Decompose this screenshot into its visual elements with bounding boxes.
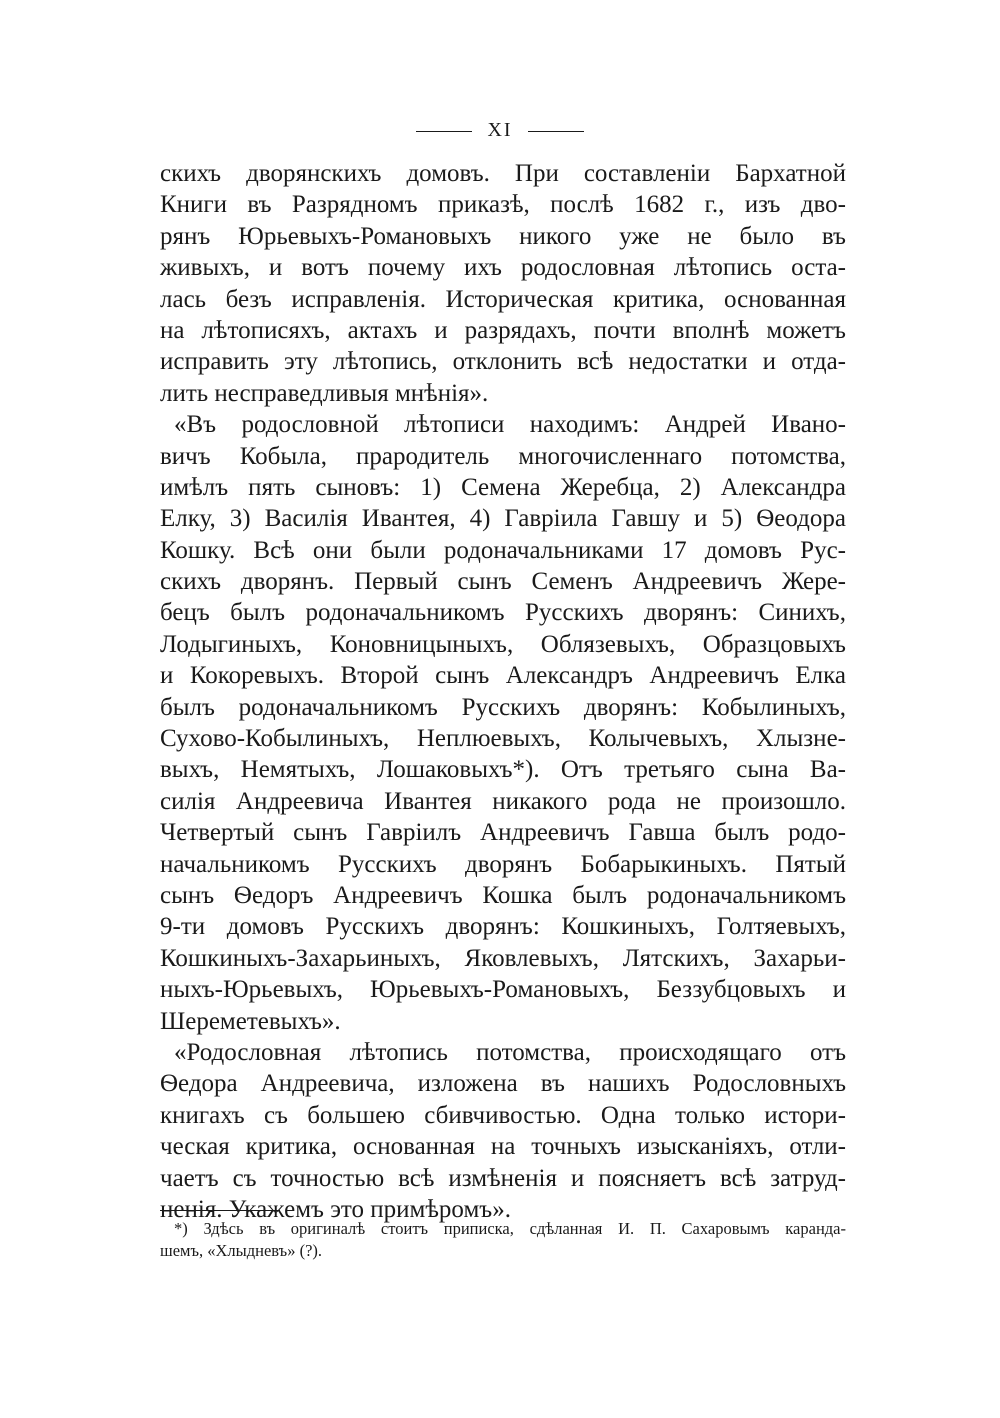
text-line: Кошкиныхъ-Захарьиныхъ, Яковлевыхъ, Лятскихъ, Захарьи- <box>160 944 846 972</box>
text-line: «Въ родословной лѣтописи находимъ: Андрей Ивано- <box>174 411 846 439</box>
text-line: бецъ былъ родоначальникомъ Русскихъ дворянъ: Синихъ, <box>160 599 846 627</box>
text-line: Лодыгиныхъ, Коновницыныхъ, Облязевыхъ, Образцовыхъ <box>160 630 846 658</box>
text-line: Ѳедора Андреевича, изложена въ нашихъ Родословныхъ <box>160 1070 846 1098</box>
text-line: ненія. Укажемъ это примѣромъ». <box>160 1195 511 1223</box>
page-number: XI <box>487 119 513 141</box>
text-line: на лѣтописяхъ, актахъ и разрядахъ, почти вполнѣ можетъ <box>160 316 846 344</box>
text-line: ческая критика, основанная на точныхъ изысканіяхъ, отли- <box>160 1133 846 1161</box>
text-line: рянъ Юрьевыхъ-Романовыхъ никого уже не было въ <box>160 222 846 250</box>
footnote-line: шемъ, «Хлыдневъ» (?). <box>160 1241 323 1260</box>
text-line: Кошку. Всѣ они были родоначальниками 17 домовъ Рус- <box>160 536 846 564</box>
text-line: Елку, 3) Василія Ивантея, 4) Гавріила Гавшу и 5) Ѳеодора <box>160 505 846 533</box>
text-line: сынъ Ѳедоръ Андреевичъ Кошка былъ родоначальникомъ <box>160 881 846 909</box>
text-line: Сухово-Кобылиныхъ, Неплюевыхъ, Колычевыхъ, Хлызне- <box>160 725 846 753</box>
text-line: лить несправедливыя мнѣнія». <box>160 379 489 407</box>
text-line: начальникомъ Русскихъ дворянъ Бобарыкиныхъ. Пятый <box>160 850 846 878</box>
text-line: былъ родоначальникомъ Русскихъ дворянъ: Кобылиныхъ, <box>160 693 846 721</box>
text-line: скихъ дворянскихъ домовъ. При составленіи Бархатной <box>160 160 846 187</box>
text-line: выхъ, Немятыхъ, Лошаковыхъ*). Отъ третьяго сына Ва- <box>160 756 846 784</box>
text-line: 9-ти домовъ Русскихъ дворянъ: Кошкиныхъ, Голтяевыхъ, <box>160 913 846 941</box>
text-line: силія Андреевича Ивантея никакого рода не произошло. <box>160 787 846 815</box>
text-line: Книги въ Разрядномъ приказѣ, послѣ 1682 г., изъ дво- <box>160 191 846 219</box>
text-line: чаетъ съ точностью всѣ измѣненія и поясняетъ всѣ затруд- <box>160 1164 846 1192</box>
footnote <box>160 1218 846 1262</box>
text-line: ныхъ-Юрьевыхъ, Юрьевыхъ-Романовыхъ, Беззубцовыхъ и <box>160 976 846 1004</box>
header-dash-left <box>416 131 472 132</box>
header-dash-right <box>528 131 584 132</box>
text-line: имѣлъ пять сыновъ: 1) Семена Жеребца, 2) Александра <box>160 473 846 501</box>
text-line: вичъ Кобыла, прародитель многочисленнаго потомства, <box>160 442 846 470</box>
page-header <box>0 118 1000 142</box>
footnote-line: *) Здѣсь въ оригиналѣ стоитъ приписка, сдѣланная И. П. Сахаровымъ каранда- <box>174 1219 846 1238</box>
text-line: и Кокоревыхъ. Второй сынъ Александръ Андреевичъ Елка <box>160 662 846 690</box>
text-line: скихъ дворянъ. Первый сынъ Семенъ Андреевичъ Жере- <box>160 568 846 596</box>
text-line: «Родословная лѣтопись потомства, происходящаго отъ <box>174 1038 846 1066</box>
text-line: лась безъ исправленія. Историческая критика, основанная <box>160 285 846 313</box>
text-line: исправить эту лѣтопись, отклонить всѣ недостатки и отда- <box>160 348 846 376</box>
footnote-divider <box>160 1210 280 1211</box>
text-line: живыхъ, и вотъ почему ихъ родословная лѣтопись оста- <box>160 254 846 282</box>
text-line: Шереметевыхъ». <box>160 1007 341 1035</box>
text-line: Четвертый сынъ Гавріилъ Андреевичъ Гавша былъ родо- <box>160 819 846 847</box>
body-text <box>160 158 846 1225</box>
text-line: книгахъ съ большею сбивчивостью. Одна только истори- <box>160 1101 846 1129</box>
